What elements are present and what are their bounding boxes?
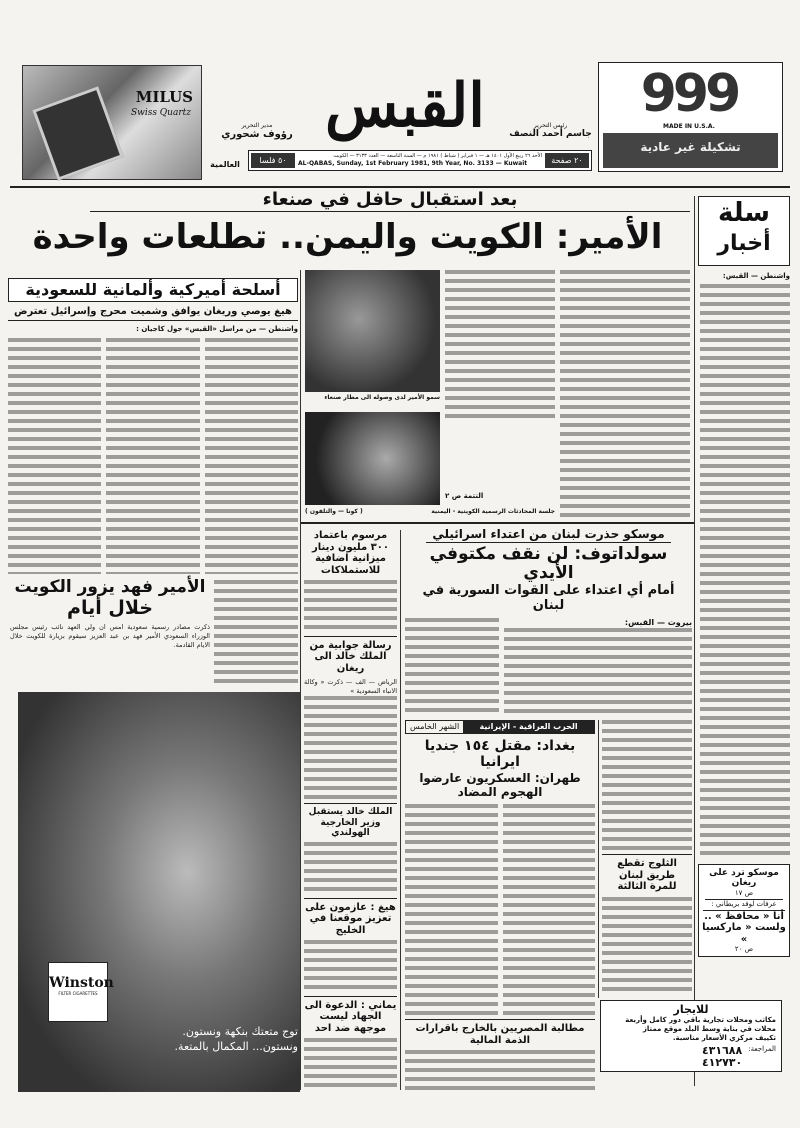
milus-ad (22, 65, 202, 180)
saudi-arms-text-col2 (106, 338, 199, 574)
news-basket-subtitle: أخبار (717, 231, 771, 256)
saudi-arms-columns (8, 338, 298, 574)
news-basket-box (698, 196, 790, 266)
winston-brand: Winston (49, 975, 114, 991)
king-letter-text (304, 696, 397, 799)
lead-headline: الأمير: الكويت واليمن.. تطلعات واحدة (32, 217, 663, 257)
rent-ad-contact (606, 1045, 776, 1069)
price-left: ٥٠ فلسا (251, 153, 295, 168)
saudi-arms-text-col3 (8, 338, 101, 574)
photo2-caption (305, 508, 555, 515)
yamani-headline: يماني : الدعوة الى الجهاد ليست موجهة ضد احد (304, 996, 397, 1035)
haig-gulf-headline: هيغ : عازمون على تعزيز موقعنا في الخليج (304, 898, 397, 937)
rent-ad-contact-label: المراجعة: (748, 1045, 776, 1053)
briefs-column (304, 530, 397, 1090)
arafat-kicker: عرفات لوفد بريطاني : (705, 899, 783, 908)
dutch-fm-text (304, 842, 397, 894)
winston-sub: FILTER CIGARETTES (58, 991, 98, 996)
rent-ad (600, 1000, 782, 1072)
winston-slogans (113, 1024, 298, 1054)
king-letter-headline: رسالة جوابية من الملك خالد الى ريغان (304, 636, 397, 675)
decree-headline: مرسوم باعتماد ٣٠٠ مليون دينار ميزانية اضافية للاستملاكات (312, 530, 389, 576)
saudi-arms-headline: أسلحة أميركية وألمانية للسعودية (8, 278, 298, 302)
lead-kicker: بعد استقبال حافل في صنعاء (90, 190, 690, 212)
egypt-headline: مطالبة المصريين بالخارج باقرارات الذمة المالية (405, 1019, 595, 1046)
ad-999 (598, 62, 783, 172)
lead-text (560, 270, 690, 520)
moscow-lebanon-section (405, 528, 692, 714)
watch-graphic (32, 86, 123, 180)
fahd-visit-section (10, 578, 210, 690)
dateline-english: AL-QABAS, Sunday, 1st February 1981, 9th Year, No. 3133 — Kuwait (298, 159, 528, 167)
moscow-lebanon-col1 (504, 618, 692, 714)
dateline-bar (248, 150, 592, 171)
masthead-logo: القبس (325, 71, 485, 141)
rent-ad-line1: مكاتب ومحلات تجارية باقي دور كامل وأربعة (625, 1016, 776, 1024)
news-basket-dateline: واشنطن — القبس: (722, 272, 790, 280)
price-right: ٢٠ صفحة (545, 153, 589, 168)
col-rule-400 (400, 530, 401, 1090)
iraq-iran-banner-title: الحرب العراقية - الإيرانية (463, 721, 594, 733)
moscow-reagan-headline: موسكو ترد على ريغان (709, 868, 779, 889)
moscow-lebanon-text-2 (405, 618, 499, 714)
arafat-quote-2: ولست « ماركسيا » (702, 922, 786, 945)
saudi-arms-section (8, 278, 298, 574)
iraq-iran-banner (405, 720, 595, 734)
col-rule-598 (598, 720, 599, 998)
fahd-visit-headline-1: الأمير فهد يزور الكويت (14, 577, 206, 597)
dateline-arabic: الأحد ٢٦ ربيع الأول ١٤٠١ هـ — ١ فبراير ( شباط ) ١٩٨١ م — السنة التاسعة — العدد ٣١٣٣ — الكويت (333, 153, 542, 160)
rent-ad-title: للايجار (673, 1003, 709, 1016)
moscow-lebanon-dateline: بيروت — القبس: (624, 617, 692, 627)
news-basket-text (700, 284, 790, 858)
lebanon-text (602, 720, 692, 850)
king-letter-dateline: الرياض — الف — ذكرت « وكالة الانباء السعودية » (304, 678, 397, 696)
ad-999-made-in: MADE IN U.S.A. (663, 123, 715, 130)
yamani-text (304, 1038, 397, 1090)
saudi-arms-dateline: واشنطن — من مراسل «القبس» جول كاجيان : (136, 324, 298, 333)
arafat-quote-1: أنا « محافظ » .. (704, 910, 784, 922)
lead-photo-talks (305, 412, 440, 505)
milus-tagline: Swiss Quartz (130, 108, 191, 118)
saudi-arms-text-col1 (205, 338, 298, 574)
iraq-iran-section (405, 720, 595, 1090)
haig-gulf-text (304, 940, 397, 992)
fahd-visit-lead: ذكرت مصادر رسمية سعودية امس ان ولي العهد نائب رئيس مجلس الوزراء السعودي الأمير فهد بن عبد العزيز سيقوم بزيارة للكويت خلال الايام القادمة. (10, 623, 210, 650)
lead-text-inner (445, 270, 555, 420)
rent-ad-line3: تكييف مركزي الأسعار مناسبة. (672, 1034, 776, 1042)
egypt-text (405, 1050, 595, 1090)
saudi-arms-text-col-continued (214, 580, 298, 688)
news-basket-title: سلة (718, 198, 770, 228)
right-col-box (698, 864, 790, 957)
rent-ad-line2: محلات في بناية وسط البلد موقع ممتاز (642, 1025, 776, 1033)
winston-ad (18, 692, 300, 1092)
editor-label: رئيس التحرير (533, 122, 568, 129)
saudi-arms-subhead: هيغ يوصي وريغان يوافق وشميت محرج وإسرائيل تعترض (8, 306, 298, 321)
winston-slogan-2: ونستون... المكمال بالمتعة. (174, 1040, 298, 1053)
winston-pack (48, 962, 114, 1022)
rent-ad-phone-2: ٤١٢٧٣٠ (701, 1056, 743, 1069)
page-ref-17: ص ١٧ (734, 888, 754, 897)
lead-bottom-rule (300, 522, 694, 524)
left-column-rule (300, 270, 301, 1090)
managing-editor (212, 122, 302, 140)
snow-headline-2: للمرة الثالثة (617, 881, 677, 892)
iraq-iran-headline-2: طهران: العسكريون عارضوا الهجوم المضاد (419, 771, 581, 799)
page-ref-20: ص ٢٠ (734, 945, 754, 954)
right-column-rule (694, 196, 695, 1086)
dateline-text (298, 153, 542, 168)
iraq-iran-banner-tag: الشهر الخامس (410, 722, 460, 731)
managing-editor-name: رؤوف شحوري (221, 129, 293, 140)
milus-logo: MILUS (135, 88, 193, 106)
ad-999-logo: 999 (640, 64, 738, 124)
rent-ad-phone-1: ٤٣١٦٨٨ (701, 1044, 743, 1057)
photo1-caption: سمو الأمير لدى وصوله الى مطار صنعاء (324, 394, 440, 401)
snow-headline-1: الثلوج تقطع طريق لبنان (617, 858, 677, 881)
moscow-lebanon-body (405, 618, 692, 714)
header-divider (10, 186, 790, 188)
editor-name: جاسم أحمد النصف (509, 129, 592, 139)
photo2-credit: ( كونا — والتلفون ) (305, 508, 363, 515)
fahd-visit-headline-2: خلال أيام (67, 596, 153, 619)
iraq-iran-body (405, 804, 595, 1015)
moscow-lebanon-text-1 (504, 628, 692, 714)
moscow-lebanon-headline-2: أمام أي اعتداء على القوات السورية في لبنان (422, 582, 675, 613)
iraq-iran-headline-1: بغداد: مقتل ١٥٤ جنديا ايرانيا (424, 738, 576, 771)
moscow-lebanon-headline-1: سولداتوف: لن نقف مكتوفي الأيدي (429, 543, 668, 584)
snow-text (602, 897, 692, 997)
editor-in-chief (508, 122, 593, 139)
lead-continued: التتمة ص ٢ (445, 492, 484, 500)
lebanon-column (602, 720, 692, 996)
snow-headline (602, 854, 692, 893)
ad-999-slogan: تشكيلة غير عادية (603, 133, 778, 168)
lead-photo-arrival (305, 270, 440, 392)
photo2-caption-text: جلسة المحادثات الرسمية الكويتية - اليمنية (431, 508, 555, 515)
iraq-iran-text-2 (405, 804, 498, 1015)
managing-editor-label: مدير التحرير (241, 122, 273, 129)
winston-slogan-1: توج متعتك بنكهة ونستون. (182, 1025, 298, 1038)
moscow-lebanon-kicker: موسكو حذرت لبنان من اعتداء اسرائيلي (426, 528, 670, 543)
decree-text (304, 580, 397, 632)
dutch-fm-headline: الملك خالد يستقبل وزير الخارجية الهولندي (304, 803, 397, 838)
section-mark: العالمية (210, 160, 240, 169)
rent-ad-phones (702, 1045, 742, 1069)
iraq-iran-text-1 (503, 804, 596, 1015)
